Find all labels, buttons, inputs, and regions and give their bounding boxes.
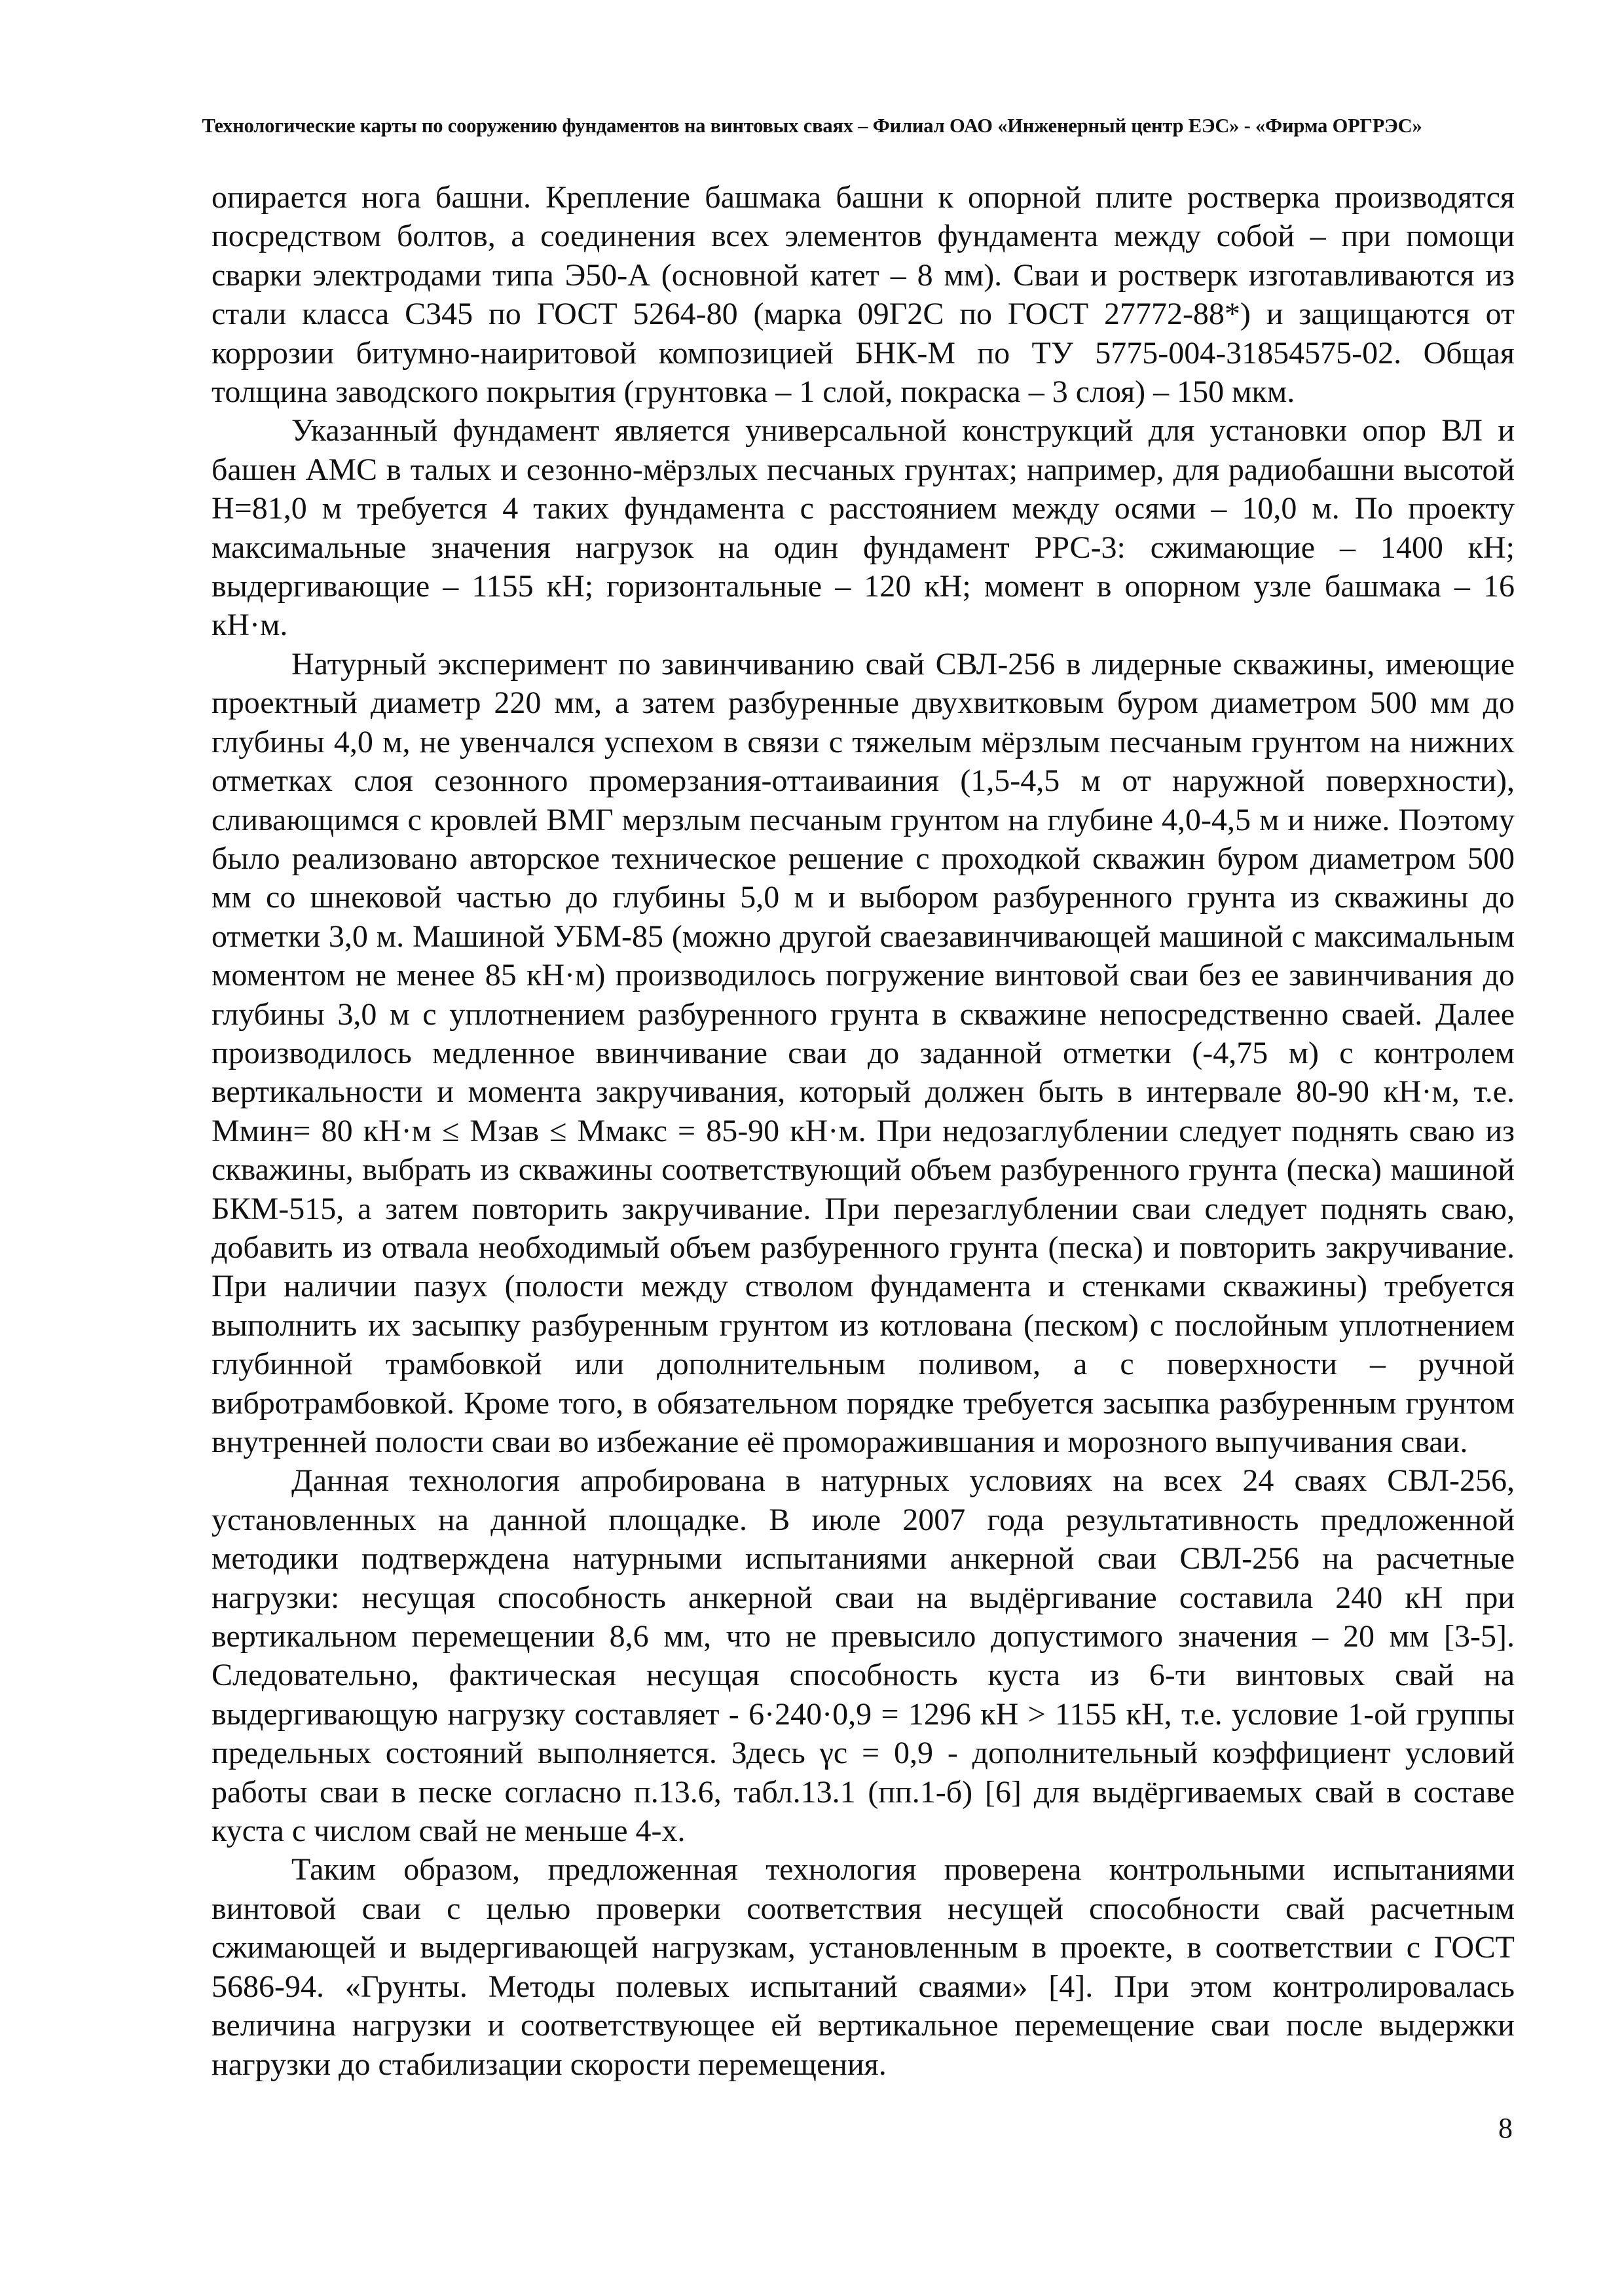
page-number: 8 (1498, 2112, 1513, 2144)
paragraph-continuation: опирается нога башни. Крепление башмака башни к опорной плите ростверка производятся посредством болтов, а соединения всех элементов фундамента между собой – при помощи сварки электродами типа Э50-А (основной катет – 8 мм). Сваи и ростверк изготавливаются из стали класса С345 по ГОСТ 5264-80 (марка 09Г2С по ГОСТ 27772-88*) и защищаются от коррозии битумно-наиритовой композицией БНК-М по ТУ 5775-004-31854575-02. Общая толщина заводского покрытия (грунтовка – 1 слой, покраска – 3 слоя) – 150 мкм. (212, 180, 1515, 410)
document-body (212, 178, 1515, 2084)
paragraph-technology-testing: Данная технология апробирована в натурных условиях на всех 24 сваях СВЛ-256, установленных на данной площадке. В июле 2007 года результативность предложенной методики подтверждена натурными испытаниями анкерной сваи СВЛ-256 на расчетные нагрузки: несущая способность анкерной сваи на выдёргивание составила 240 кН при вертикальном перемещении 8,6 мм, что не превысило допустимого значения – 20 мм [3-5]. Следовательно, фактическая несущая способность куста из 6-ти винтовых свай на выдергивающую нагрузку составляет - 6·240·0,9 = 1296 кН > 1155 кН, т.е. условие 1-ой группы предельных состояний выполняется. Здесь γс = 0,9 - дополнительный коэффициент условий работы сваи в песке согласно п.13.6, табл.13.1 (пп.1-б) [6] для выдёргиваемых свай в составе куста с числом свай не меньше 4-х. (212, 1463, 1515, 1849)
paragraph-field-experiment: Натурный эксперимент по завинчиванию свай СВЛ-256 в лидерные скважины, имеющие проектный диаметр 220 мм, а затем разбуренные двухвитковым буром диаметром 500 мм до глубины 4,0 м, не увенчался успехом в связи с тяжелым мёрзлым песчаным грунтом на нижних отметках слоя сезонного промерзания-оттаиваиния (1,5-4,5 м от наружной поверхности), сливающимся с кровлей ВМГ мерзлым песчаным грунтом на глубине 4,0-4,5 м и ниже. Поэтому было реализовано авторское техническое решение с проходкой скважин буром диаметром 500 мм со шнековой частью до глубины 5,0 м и выбором разбуренного грунта из скважины до отметки 3,0 м. Машиной УБМ-85 (можно другой сваезавинчивающей машиной с максимальным моментом не менее 85 кН·м) производилось погружение винтовой сваи без ее завинчивания до глубины 3,0 м с уплотнением разбуренного грунта в скважине непосредственно сваей. Далее производилось медленное ввинчивание сваи до заданной отметки (-4,75 м) с контролем вертикальности и момента закручивания, который должен быть в интервале 80-90 кН·м, т.е. Mмин= 80 кН·м ≤ Mзав ≤ Mмакс = 85-90 кН·м. При недозаглублении следует поднять сваю из скважины, выбрать из скважины соответствующий объем разбуренного грунта (песка) машиной БКМ-515, а затем повторить закручивание. При перезаглублении сваи следует поднять сваю, добавить из отвала необходимый объем разбуренного грунта (песка) и повторить закручивание. При наличии пазух (полости между стволом фундамента и стенками скважины) требуется выполнить их засыпку разбуренным грунтом из котлована (песком) с послойным уплотнением глубинной трамбовкой или дополнительным поливом, а с поверхности – ручной вибротрамбовкой. Кроме того, в обязательном порядке требуется засыпка разбуренным грунтом внутренней полости сваи во избежание её проморажившания и морозного выпучивания сваи. (212, 646, 1515, 1459)
paragraph-foundation-design: Указанный фундамент является универсальной конструкций для установки опор ВЛ и башен АМС в талых и сезонно-мёрзлых песчаных грунтах; например, для радиобашни высотой Н=81,0 м требуется 4 таких фундамента с расстоянием между осями – 10,0 м. По проекту максимальные значения нагрузок на один фундамент РРС-3: сжимающие – 1400 кН; выдергивающие – 1155 кН; горизонтальные – 120 кН; момент в опорном узле башмака – 16 кН·м. (212, 413, 1515, 643)
running-header: Технологические карты по сооружению фундаментов на винтовых сваях – Филиал ОАО «Инженерный центр ЕЭС» - «Фирма ОРГРЭС» (202, 115, 1422, 137)
paragraph-conclusion: Таким образом, предложенная технология проверена контрольными испытаниями винтовой сваи с целью проверки соответствия несущей способности свай расчетным сжимающей и выдергивающей нагрузкам, установленным в проекте, в соответствии с ГОСТ 5686-94. «Грунты. Методы полевых испытаний сваями» [4]. При этом контролировалась величина нагрузки и соответствующее ей вертикальное перемещение сваи после выдержки нагрузки до стабилизации скорости перемещения. (212, 1852, 1515, 2082)
